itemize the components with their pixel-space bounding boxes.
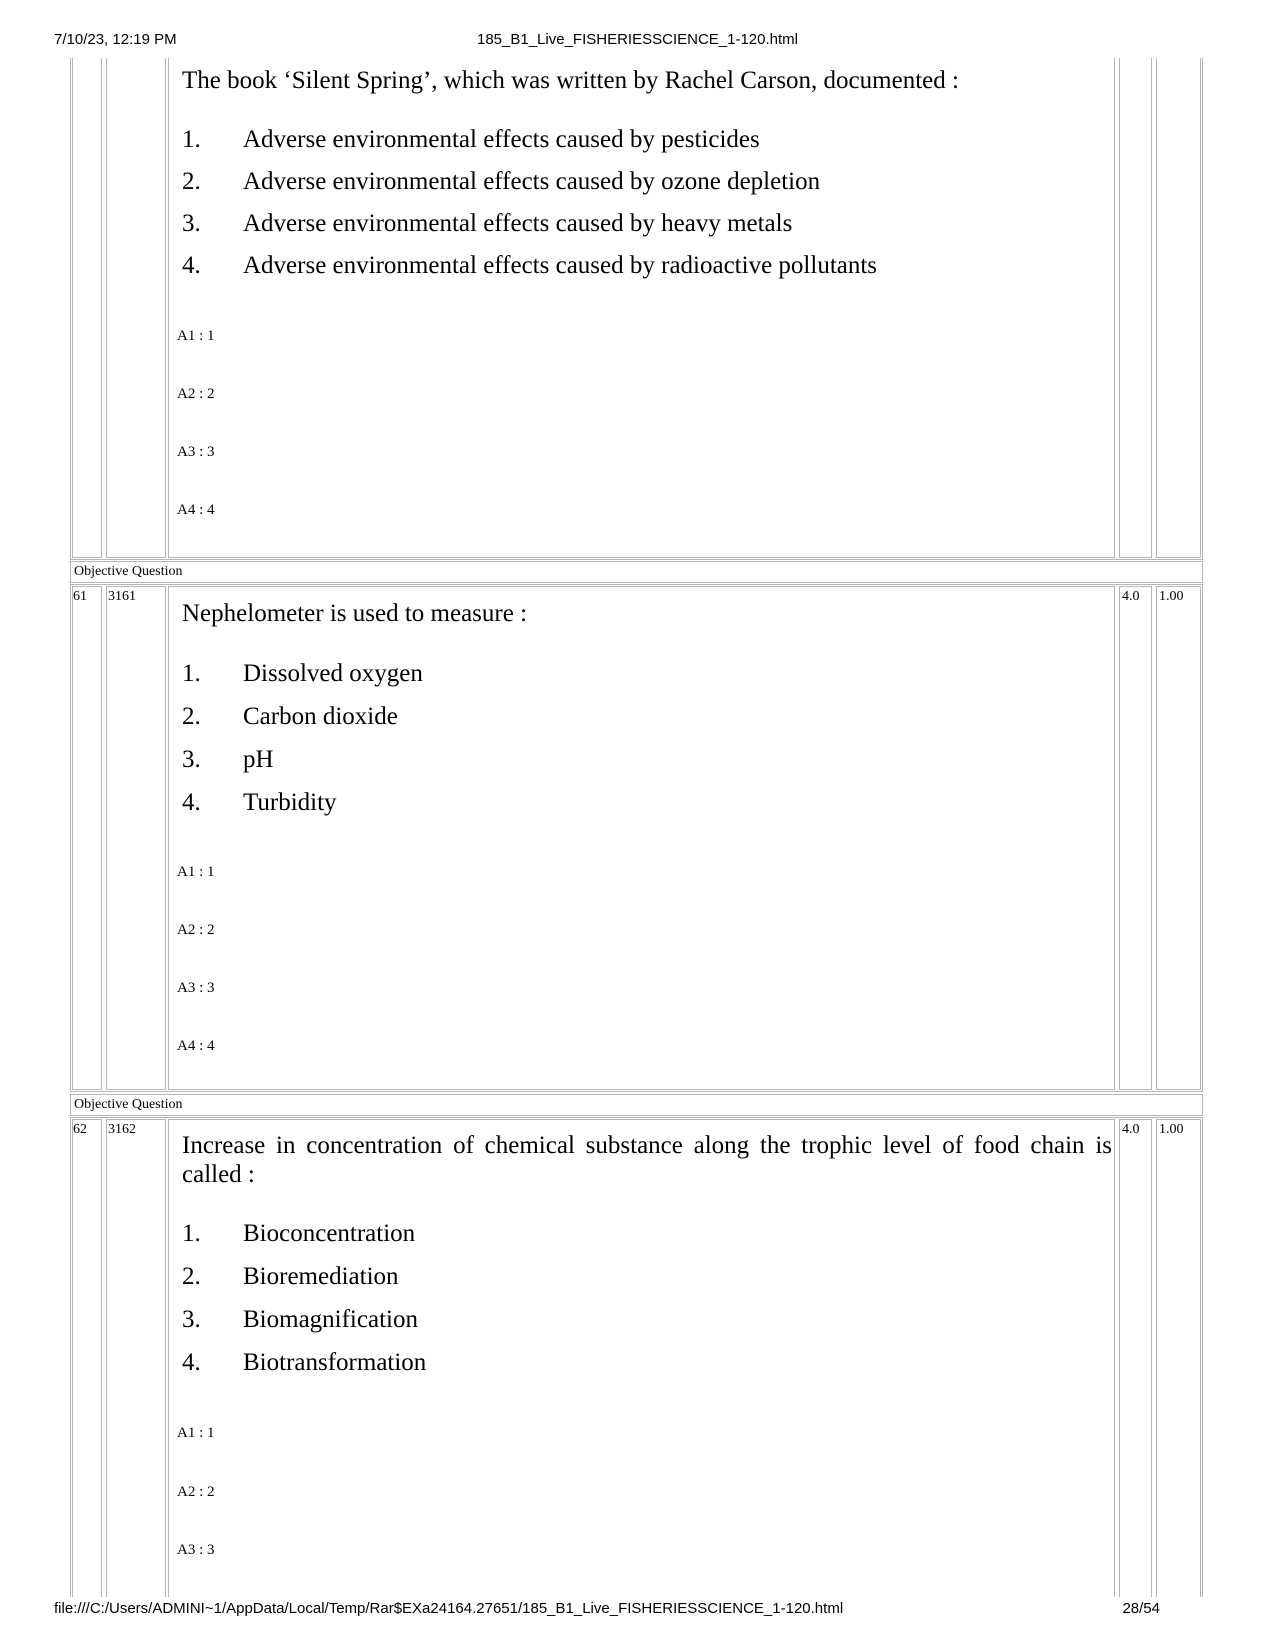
option-text: Biotransformation: [243, 1349, 427, 1376]
answer-key: A2 : 2: [177, 1484, 215, 1500]
negative-marks-value: 1.00: [1159, 1122, 1184, 1137]
option-item: [182, 252, 877, 280]
option-number: 3.: [182, 746, 201, 773]
option-item: [182, 126, 760, 154]
option-number: 2.: [182, 703, 201, 730]
option-item: [182, 1306, 418, 1334]
option-item: [182, 168, 820, 196]
question-text: Increase in concentration of chemical substance along the trophic level of food chain is called :: [182, 1132, 1112, 1188]
option-number: 1.: [182, 1220, 201, 1247]
option-item: [182, 660, 423, 688]
option-item: [182, 746, 274, 774]
print-file-path: file:///C:/Users/ADMINI~1/AppData/Local/Temp/Rar$EXa24164.27651/185_B1_Live_FISHERIESSCIENCE_1-120.html: [54, 1600, 844, 1617]
option-number: 2.: [182, 1263, 201, 1290]
marks-value: 4.0: [1122, 589, 1140, 604]
marks-cell: [1119, 58, 1152, 558]
option-item: [182, 789, 337, 817]
marks-cell: [1119, 1119, 1152, 1597]
print-doc-title: 185_B1_Live_FISHERIESSCIENCE_1-120.html: [477, 31, 798, 48]
question-number-cell: [72, 58, 102, 558]
answer-key: A2 : 2: [177, 922, 215, 938]
option-number: 4.: [182, 1349, 201, 1376]
negative-marks-cell: [1156, 58, 1201, 558]
print-datetime: 7/10/23, 12:19 PM: [54, 31, 177, 48]
negative-marks-cell: [1156, 1119, 1201, 1597]
option-number: 2.: [182, 168, 201, 195]
option-number: 1.: [182, 126, 201, 153]
question-type-row: [70, 1094, 1203, 1116]
answer-key: A1 : 1: [177, 1425, 215, 1441]
question-number-cell: [72, 586, 102, 1090]
option-text: Bioconcentration: [243, 1220, 416, 1247]
question-type-label: Objective Question: [74, 1097, 183, 1112]
option-text: Carbon dioxide: [243, 703, 398, 730]
option-text: pH: [243, 746, 274, 773]
question-number: 61: [73, 589, 87, 604]
question-id: 3161: [108, 589, 136, 604]
answer-key: A4 : 4: [177, 1038, 215, 1054]
question-id-cell: [106, 586, 166, 1090]
answer-key: A4 : 4: [177, 502, 215, 518]
option-number: 4.: [182, 252, 201, 279]
option-number: 4.: [182, 789, 201, 816]
negative-marks-value: 1.00: [1159, 589, 1184, 604]
negative-marks-cell: [1156, 586, 1201, 1090]
answer-key: A3 : 3: [177, 1542, 215, 1558]
question-type-row: [70, 561, 1203, 583]
option-number: 3.: [182, 210, 201, 237]
marks-value: 4.0: [1122, 1122, 1140, 1137]
option-text: Adverse environmental effects caused by radioactive pollutants: [243, 252, 878, 279]
option-text: Biomagnification: [243, 1306, 418, 1333]
question-id-cell: [106, 58, 166, 558]
option-text: Adverse environmental effects caused by heavy metals: [243, 210, 793, 237]
option-item: [182, 1263, 399, 1291]
option-text: Bioremediation: [243, 1263, 399, 1290]
question-type-label: Objective Question: [74, 564, 183, 579]
print-page-counter: 28/54: [1122, 1600, 1160, 1617]
option-item: [182, 1349, 426, 1377]
option-item: [182, 703, 398, 731]
answer-key: A1 : 1: [177, 864, 215, 880]
marks-cell: [1119, 586, 1152, 1090]
answer-key: A3 : 3: [177, 980, 215, 996]
option-item: [182, 210, 792, 238]
answer-key: A2 : 2: [177, 386, 215, 402]
answer-key: A3 : 3: [177, 444, 215, 460]
question-text: Nephelometer is used to measure :: [182, 600, 528, 627]
option-text: Adverse environmental effects caused by ozone depletion: [243, 168, 821, 195]
option-number: 3.: [182, 1306, 201, 1333]
question-id: 3162: [108, 1122, 136, 1137]
question-text: The book ‘Silent Spring’, which was written by Rachel Carson, documented :: [182, 67, 959, 94]
option-text: Dissolved oxygen: [243, 660, 423, 687]
option-text: Adverse environmental effects caused by pesticides: [243, 126, 760, 153]
option-text: Turbidity: [243, 789, 337, 816]
question-number: 62: [73, 1122, 87, 1137]
answer-key: A1 : 1: [177, 328, 215, 344]
question-id-cell: [106, 1119, 166, 1597]
option-item: [182, 1220, 415, 1248]
question-number-cell: [72, 1119, 102, 1597]
option-number: 1.: [182, 660, 201, 687]
